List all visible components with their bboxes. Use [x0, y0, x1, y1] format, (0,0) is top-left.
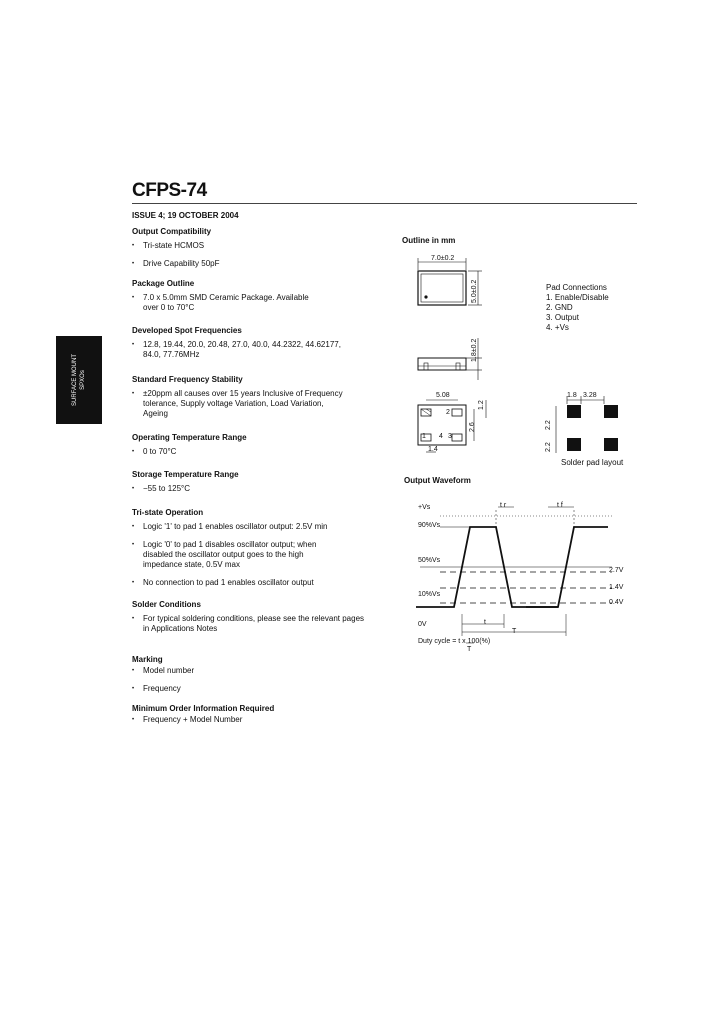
wave-right-1-4v: 1.4V [609, 584, 624, 591]
pad-label-1: 1 [422, 433, 426, 440]
pad-connection-item: 3. Output [546, 313, 579, 322]
list-item: • 0 to 70°C [132, 447, 372, 457]
section-heading: Developed Spot Frequencies [132, 326, 242, 335]
wave-tr: t r [500, 502, 507, 509]
wave-right-0-4v: 0.4V [609, 599, 624, 606]
section-heading: Tri-state Operation [132, 508, 204, 517]
wave-T: T [512, 628, 517, 635]
solder-dim-b: 3.28 [583, 392, 597, 399]
pad-label-4: 4 [439, 433, 443, 440]
dim-pitch: 5.08 [436, 392, 450, 399]
section-heading: Output Compatibility [132, 227, 212, 236]
wave-t: t [484, 619, 486, 626]
pad-connection-item: 4. +Vs [546, 323, 569, 332]
list-item: • 7.0 x 5.0mm SMD Ceramic Package. Available over 0 to 70°C [132, 293, 313, 313]
wave-tf: t f [557, 502, 563, 509]
issue-date: ISSUE 4; 19 OCTOBER 2004 [132, 211, 239, 220]
list-item: • −55 to 125°C [132, 484, 372, 494]
dim-length: 7.0±0.2 [431, 255, 455, 262]
dim-pad-gap: 2.6 [469, 422, 476, 432]
wave-right-2-7v: 2.7V [609, 567, 624, 574]
list-item: • No connection to pad 1 enables oscillator output [132, 578, 373, 588]
section-heading: Storage Temperature Range [132, 470, 239, 479]
list-item: • For typical soldering conditions, please see the relevant pages in Applications Notes [132, 614, 368, 634]
wave-label-0v: 0V [418, 621, 427, 628]
duty-cycle: Duty cycle = t x 100(%) [418, 638, 491, 645]
list-item: • Logic '1' to pad 1 enables oscillator output: 2.5V min [132, 522, 363, 532]
page-title: CFPS-74 [132, 180, 207, 201]
duty-denominator: T [467, 646, 472, 653]
dim-pad-height: 1.2 [478, 400, 485, 410]
solder-dim-d: 2.2 [545, 442, 552, 452]
wave-label-vs: +Vs [418, 504, 431, 511]
pad-label-3: 3 [448, 433, 452, 440]
list-item: • Drive Capability 50pF [132, 259, 372, 269]
pad-label-2: 2 [446, 409, 450, 416]
list-item: • Frequency + Model Number [132, 715, 372, 725]
list-item: • Model number [132, 666, 372, 676]
side-tab-line1: SURFACE MOUNT [72, 353, 78, 407]
section-heading: Package Outline [132, 279, 195, 288]
side-tab-line2: SPXOs [80, 370, 86, 390]
list-item: • ±20ppm all causes over 15 years Inclusive of Frequency tolerance, Supply voltage Variation, Load Variation, Ageing [132, 389, 343, 419]
wave-label-50: 50%Vs [418, 557, 441, 564]
solder-dim-c: 2.2 [545, 420, 552, 430]
list-item: • Tri-state HCMOS [132, 241, 372, 251]
pad-connection-item: 2. GND [546, 303, 573, 312]
section-heading: Standard Frequency Stability [132, 375, 243, 384]
dim-pad-width: 1.4 [428, 446, 438, 453]
pad-connections-title: Pad Connections [546, 283, 607, 292]
section-heading: Operating Temperature Range [132, 433, 247, 442]
pad-connection-item: 1. Enable/Disable [546, 293, 609, 302]
list-item: • 12.8, 19.44, 20.0, 20.48, 27.0, 40.0, 44.2322, 44.62177, 84.0, 77.76MHz [132, 340, 358, 360]
dim-height: 1.8±0.2 [471, 338, 478, 362]
solder-dim-a: 1.8 [567, 392, 577, 399]
dim-width: 5.0±0.2 [471, 279, 478, 303]
section-heading: Solder Conditions [132, 600, 201, 609]
solder-pad-caption: Solder pad layout [561, 458, 624, 467]
section-heading: Minimum Order Information Required [132, 704, 275, 713]
wave-label-10: 10%Vs [418, 591, 441, 598]
waveform-title: Output Waveform [404, 476, 471, 485]
list-item: • Frequency [132, 684, 372, 694]
wave-label-90: 90%Vs [418, 522, 441, 529]
section-heading: Marking [132, 655, 163, 664]
outline-title: Outline in mm [402, 236, 456, 245]
list-item: • Logic '0' to pad 1 disables oscillator output; when disabled the oscillator output goes to the high impedance state, 0.5V max [132, 540, 343, 570]
